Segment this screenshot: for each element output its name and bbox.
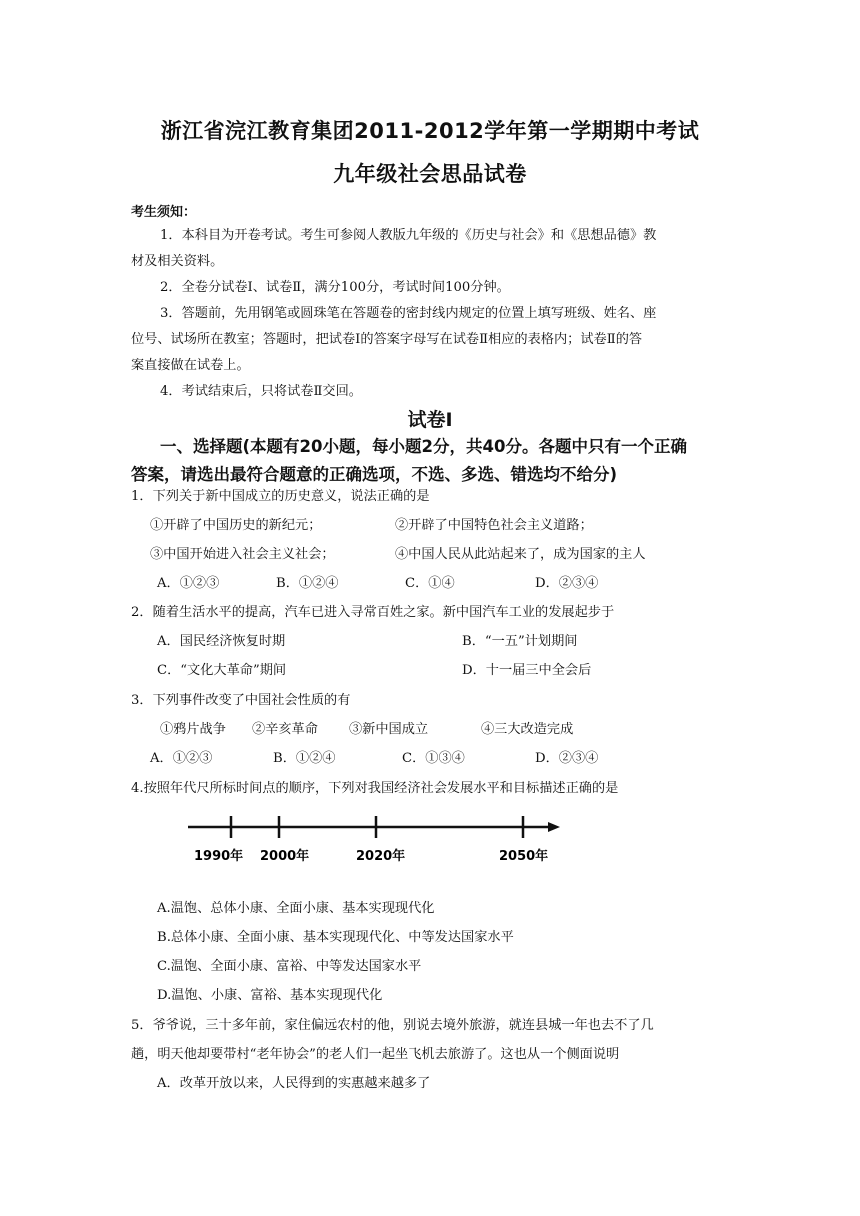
q4-option-a: A.温饱、总体小康、全面小康、基本实现现代化 (157, 901, 435, 916)
q3-stem: 3．下列事件改变了中国社会性质的有 (131, 693, 351, 708)
q3-statement-4: ④三大改造完成 (481, 722, 574, 737)
q4-option-c: C.温饱、全面小康、富裕、中等发达国家水平 (157, 959, 422, 974)
q5-stem-line-1: 5．爷爷说，三十多年前，家住偏远农村的他，别说去境外旅游，就连县城一年也去不了几 (131, 1018, 654, 1033)
q4-option-d: D.温饱、小康、富裕、基本实现现代化 (157, 988, 383, 1003)
notice-item-3-line-2: 位号、试场所在教室；答题时，把试卷Ⅰ的答案字母写在试卷Ⅱ相应的表格内；试卷Ⅱ的答 (131, 332, 643, 347)
q3-statement-3: ③新中国成立 (349, 722, 429, 737)
paper-1-title: 试卷Ⅰ (407, 409, 453, 431)
notice-item-2: 2．全卷分试卷Ⅰ、试卷Ⅱ，满分100分，考试时间100分钟。 (160, 280, 510, 295)
section-1-heading-line-1: 一、选择题(本题有20小题，每小题2分，共40分。各题中只有一个正确 (160, 437, 687, 456)
notice-item-1-line-2: 材及相关资料。 (131, 254, 224, 269)
q3-option-d: D．②③④ (535, 751, 599, 766)
timeline-label-2050: 2050年 (499, 849, 549, 864)
timeline-label-1990: 1990年 (194, 849, 244, 864)
q1-statement-4: ④中国人民从此站起来了，成为国家的主人 (395, 547, 646, 562)
q2-option-a: A．国民经济恢复时期 (157, 634, 286, 649)
notice-item-3-line-3: 案直接做在试卷上。 (131, 358, 250, 373)
q2-option-d: D．十一届三中全会后 (462, 663, 592, 678)
timeline-arrow-icon (548, 822, 560, 832)
q2-option-c: C．“文化大革命”期间 (157, 663, 287, 678)
q1-option-b: B．①②④ (276, 576, 339, 591)
q1-statement-2: ②开辟了中国特色社会主义道路； (395, 518, 593, 533)
q3-statement-2: ②辛亥革命 (252, 722, 318, 737)
q5-option-a: A．改革开放以来，人民得到的实惠越来越多了 (157, 1076, 431, 1091)
q1-statement-3: ③中国开始进入社会主义社会； (150, 547, 335, 562)
exam-title: 浙江省浣江教育集团2011-2012学年第一学期期中考试 (160, 119, 700, 143)
notice-item-1-line-1: 1．本科目为开卷考试。考生可参阅人教版九年级的《历史与社会》和《思想品德》教 (160, 228, 657, 243)
q3-option-a: A．①②③ (150, 751, 213, 766)
q1-option-c: C．①④ (405, 576, 455, 591)
notice-item-4: 4．考试结束后，只将试卷Ⅱ交回。 (160, 384, 362, 399)
exam-subtitle: 九年级社会思品试卷 (333, 162, 527, 186)
q1-option-d: D．②③④ (535, 576, 599, 591)
q3-statement-1: ①鸦片战争 (160, 722, 226, 737)
q2-stem: 2．随着生活水平的提高，汽车已进入寻常百姓之家。新中国汽车工业的发展起步于 (131, 605, 615, 620)
section-1-heading-line-2: 答案，请选出最符合题意的正确选项，不选、多选、错选均不给分) (131, 465, 618, 484)
q5-stem-line-2: 趟，明天他却要带村“老年协会”的老人们一起坐飞机去旅游了。这也从一个侧面说明 (131, 1047, 620, 1062)
notice-heading: 考生须知： (131, 205, 197, 220)
notice-item-3-line-1: 3．答题前，先用钢笔或圆珠笔在答题卷的密封线内规定的位置上填写班级、姓名、座 (160, 306, 657, 321)
q4-option-b: B.总体小康、全面小康、基本实现现代化、中等发达国家水平 (157, 930, 514, 945)
q3-option-c: C．①③④ (402, 751, 465, 766)
q4-timeline (180, 812, 580, 868)
timeline-label-2000: 2000年 (260, 849, 310, 864)
q1-stem: 1．下列关于新中国成立的历史意义，说法正确的是 (131, 489, 430, 504)
q4-stem: 4.按照年代尺所标时间点的顺序，下列对我国经济社会发展水平和目标描述正确的是 (131, 781, 619, 796)
q2-option-b: B．“一五”计划期间 (462, 634, 578, 649)
q1-statement-1: ①开辟了中国历史的新纪元； (150, 518, 322, 533)
q1-option-a: A．①②③ (157, 576, 220, 591)
q3-option-b: B．①②④ (273, 751, 336, 766)
timeline-label-2020: 2020年 (356, 849, 406, 864)
